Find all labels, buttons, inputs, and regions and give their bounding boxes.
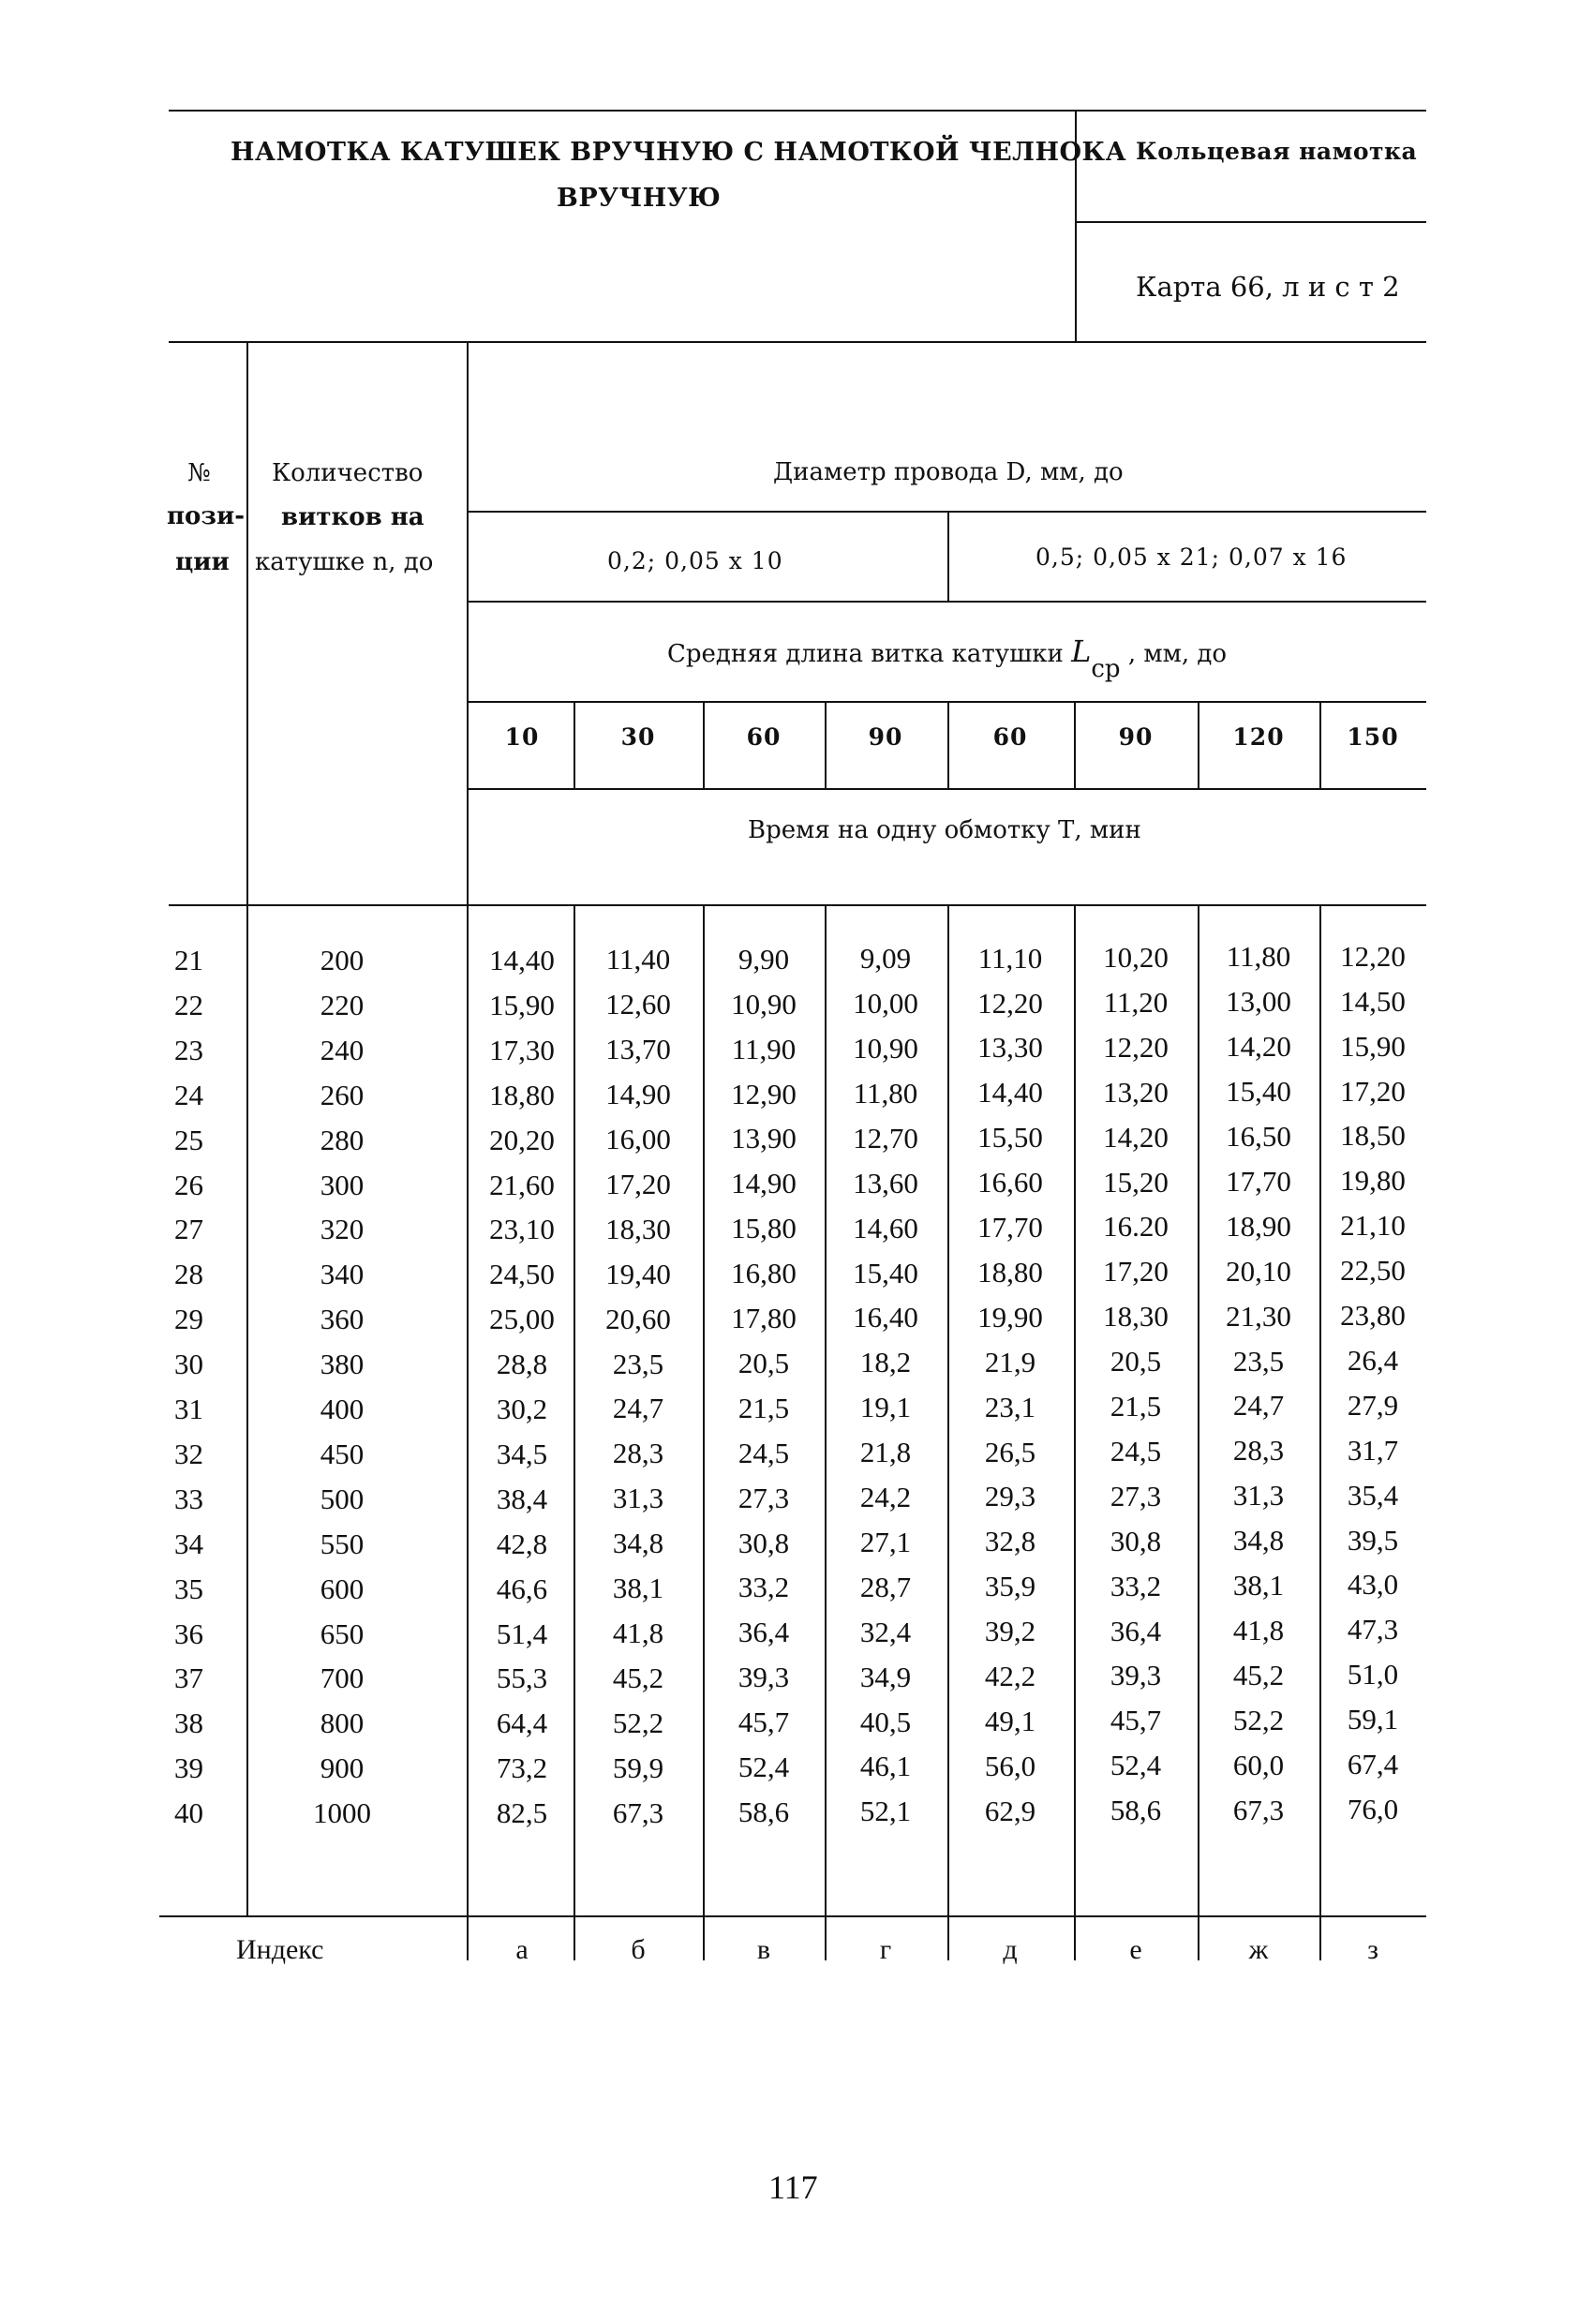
time-cell: 17,30 [489,1033,555,1066]
row-turns: 300 [320,1168,365,1201]
time-cell: 39,3 [1110,1659,1162,1692]
row-turns: 650 [320,1616,365,1650]
time-cell: 12,20 [1340,939,1406,973]
section-label: Кольцевая намотка [1136,138,1418,165]
time-cell: 45,2 [1232,1658,1285,1691]
col-turns-header-3: катушке n, до [255,548,434,576]
row-turns: 700 [320,1661,365,1695]
time-cell: 20,60 [605,1302,671,1335]
time-cell: 36,4 [737,1616,790,1649]
time-cell: 28,8 [496,1348,548,1381]
length-header-suffix: , мм, до [1120,640,1228,668]
header-end-rule [169,904,1426,906]
time-cell: 38,4 [496,1482,548,1515]
time-cell: 22,50 [1340,1254,1406,1288]
time-cell: 39,3 [737,1661,790,1694]
time-cell: 40,5 [859,1705,912,1738]
length-value: 90 [868,723,903,751]
time-cell: 35,9 [984,1570,1036,1603]
row-turns: 340 [320,1258,365,1291]
row-turns: 1000 [313,1796,371,1830]
time-header: Время на одну обмотку Т, мин [748,816,1141,844]
time-cell: 59,9 [612,1750,664,1784]
time-cell: 34,8 [612,1527,664,1560]
row-position: 39 [174,1751,203,1785]
row-turns: 550 [320,1527,365,1560]
time-cell: 24,5 [1110,1434,1162,1467]
length-symbol: L [1071,633,1092,669]
header-bottom-rule [169,341,1426,343]
time-cell: 13,20 [1103,1075,1169,1109]
index-tick [947,1917,949,1960]
time-cell: 16,40 [853,1301,918,1334]
time-cell: 15,90 [489,988,555,1021]
time-cell: 59,1 [1347,1703,1399,1736]
row-turns: 320 [320,1213,365,1246]
time-cell: 30,8 [737,1526,790,1559]
col-turns-header-2: витков на [281,503,425,531]
time-cell: 38,1 [1232,1569,1285,1601]
time-cell: 34,8 [1232,1524,1285,1557]
time-cell: 17,20 [605,1167,671,1200]
time-cell: 34,9 [859,1660,912,1693]
time-cell: 51,0 [1347,1658,1399,1691]
card-label: Карта 66, л и с т 2 [1136,271,1400,303]
time-cell: 45,7 [1110,1704,1162,1737]
time-cell: 9,09 [859,942,912,976]
time-cell: 52,2 [1232,1703,1285,1736]
col-pos-header-2: пози- [167,502,246,530]
length-value: 10 [504,723,540,751]
col-divider [703,906,705,1916]
time-cell: 14,20 [1103,1120,1169,1154]
time-cell: 16.20 [1103,1210,1169,1244]
col-divider [825,906,827,1916]
time-cell: 18,30 [1103,1300,1169,1333]
time-cell: 26,4 [1347,1343,1399,1377]
time-cell: 67,4 [1347,1748,1399,1780]
time-cell: 24,7 [1232,1389,1285,1423]
time-cell: 14,90 [605,1078,671,1111]
row-turns: 360 [320,1303,365,1336]
time-cell: 47,3 [1347,1613,1399,1646]
row-position: 24 [174,1078,203,1111]
time-cell: 23,5 [612,1347,664,1380]
time-cell: 16,60 [977,1166,1043,1199]
index-tick [703,1917,705,1960]
row-position: 29 [174,1303,203,1336]
time-cell: 32,4 [859,1615,912,1648]
time-cell: 67,3 [1232,1793,1285,1826]
time-cell: 14,40 [489,944,555,976]
time-cell: 18,2 [859,1346,912,1379]
time-cell: 39,5 [1347,1523,1399,1557]
time-cell: 52,2 [612,1706,664,1739]
len-divider [947,703,949,789]
time-cell: 36,4 [1110,1614,1162,1647]
time-cell: 56,0 [984,1749,1036,1782]
row-position: 35 [174,1572,203,1605]
length-value: 120 [1232,723,1285,751]
time-cell: 19,1 [859,1391,912,1424]
time-cell: 82,5 [496,1796,548,1830]
index-letter: з [1367,1934,1378,1965]
time-cell: 33,2 [737,1571,790,1604]
time-cell: 52,4 [1110,1749,1162,1782]
time-cell: 12,20 [1103,1030,1169,1064]
row-turns: 400 [320,1393,365,1425]
time-cell: 76,0 [1347,1792,1399,1825]
diameter-group-2: 0,5; 0,05 х 21; 0,07 х 16 [1035,544,1348,571]
time-cell: 42,2 [984,1660,1036,1692]
time-cell: 24,2 [859,1481,912,1513]
time-cell: 10,00 [853,987,918,1020]
col-divider [1198,906,1199,1916]
index-tick [574,1917,575,1960]
row-position: 33 [174,1482,203,1515]
row-position: 34 [174,1527,203,1560]
time-cell: 38,1 [612,1572,664,1604]
time-cell: 15,40 [853,1256,918,1289]
len-divider [1319,703,1321,789]
row-turns: 600 [320,1572,365,1605]
time-cell: 18,90 [1226,1209,1291,1243]
time-cell: 20,5 [1110,1345,1162,1378]
row-turns: 450 [320,1437,365,1470]
length-value: 60 [746,723,782,751]
time-cell: 52,1 [859,1795,912,1828]
time-cell: 67,3 [612,1795,664,1829]
row-turns: 220 [320,988,365,1021]
row-position: 40 [174,1796,203,1830]
time-cell: 31,3 [1232,1479,1285,1512]
time-cell: 58,6 [737,1795,790,1828]
page-number: 117 [768,2168,818,2206]
table-bottom-rule [159,1915,1426,1917]
time-cell: 62,9 [984,1794,1036,1827]
table-vline-2 [467,343,469,1917]
time-cell: 10,90 [731,987,797,1020]
row-position: 25 [174,1123,203,1156]
time-cell: 46,1 [859,1750,912,1783]
time-cell: 24,5 [737,1436,790,1469]
time-cell: 21,8 [859,1436,912,1469]
time-cell: 19,40 [605,1257,671,1290]
time-cell: 19,90 [977,1300,1043,1333]
time-cell: 18,80 [489,1078,555,1111]
length-value: 60 [992,723,1028,751]
time-cell: 11,90 [731,1032,797,1065]
time-cell: 27,3 [737,1481,790,1514]
header-top-rule [169,110,1426,112]
time-cell: 16,00 [605,1123,671,1155]
time-cell: 17,70 [977,1211,1043,1244]
time-cell: 55,3 [496,1661,548,1695]
time-cell: 12,70 [853,1121,918,1155]
time-cell: 15,50 [977,1121,1043,1155]
row-position: 22 [174,988,203,1021]
time-cell: 11,20 [1103,985,1169,1019]
table-vline-1 [246,343,248,1917]
time-cell: 52,4 [737,1750,790,1783]
time-cell: 27,3 [1110,1479,1162,1512]
index-letter: в [756,1934,771,1965]
index-letter: е [1129,1934,1142,1965]
time-cell: 11,40 [605,943,671,976]
length-value: 150 [1347,723,1399,751]
col-turns-header-1: Количество [272,459,424,487]
time-cell: 28,3 [1232,1434,1285,1467]
time-cell: 21,30 [1226,1299,1291,1333]
index-tick [825,1917,827,1960]
time-cell: 25,00 [489,1303,555,1336]
time-cell: 23,5 [1232,1344,1285,1378]
length-value: 30 [620,723,656,751]
col-divider [947,906,949,1916]
time-cell: 15,80 [731,1212,797,1245]
time-cell: 31,7 [1347,1433,1399,1467]
row-turns: 260 [320,1078,365,1111]
time-cell: 17,70 [1226,1164,1291,1198]
time-cell: 20,5 [737,1346,790,1379]
col-divider [1074,906,1076,1916]
time-cell: 31,3 [612,1482,664,1515]
row-turns: 200 [320,944,365,976]
group-rule [469,601,1426,603]
row-turns: 900 [320,1751,365,1785]
time-cell: 10,90 [853,1032,918,1065]
time-cell: 28,7 [859,1570,912,1603]
index-label: Индекс [236,1934,324,1965]
len-divider [1074,703,1076,789]
index-letter: г [879,1934,892,1965]
time-cell: 15,20 [1103,1165,1169,1199]
time-cell: 64,4 [496,1706,548,1740]
doc-title-line1: НАМОТКА КАТУШЕК ВРУЧНУЮ С НАМОТКОЙ ЧЕЛНОКА [231,138,1127,167]
time-cell: 27,1 [859,1525,912,1558]
time-cell: 13,00 [1226,985,1291,1019]
time-cell: 34,5 [496,1437,548,1470]
time-cell: 23,80 [1340,1299,1406,1332]
time-cell: 51,4 [496,1616,548,1650]
col-pos-header-3: ции [175,548,230,576]
time-cell: 13,70 [605,1033,671,1066]
time-cell: 14,60 [853,1211,918,1244]
time-cell: 60,0 [1232,1748,1285,1781]
index-letter: а [515,1934,529,1965]
time-cell: 30,8 [1110,1524,1162,1557]
row-turns: 280 [320,1123,365,1156]
time-cell: 35,4 [1347,1478,1399,1512]
time-cell: 12,90 [731,1077,797,1110]
time-cell: 24,7 [612,1392,664,1425]
time-cell: 32,8 [984,1525,1036,1558]
col-divider [574,906,575,1916]
time-cell: 9,90 [737,942,790,976]
index-tick [1319,1917,1321,1960]
index-tick [467,1917,469,1960]
row-position: 30 [174,1348,203,1381]
time-cell: 17,20 [1340,1074,1406,1108]
diameter-header: Диаметр провода D, мм, до [773,458,1124,486]
row-turns: 800 [320,1706,365,1740]
row-position: 36 [174,1616,203,1650]
len-divider [1198,703,1199,789]
time-cell: 10,20 [1103,941,1169,974]
len-divider [703,703,705,789]
time-cell: 23,1 [984,1390,1036,1423]
row-position: 23 [174,1033,203,1066]
header-section-rule [1077,221,1426,223]
time-cell: 49,1 [984,1704,1036,1737]
time-cell: 21,5 [737,1391,790,1424]
time-cell: 15,40 [1226,1075,1291,1109]
time-cell: 73,2 [496,1751,548,1785]
time-cell: 21,10 [1340,1209,1406,1243]
time-cell: 19,80 [1340,1164,1406,1198]
time-cell: 18,30 [605,1212,671,1245]
time-cell: 21,5 [1110,1390,1162,1423]
length-header-prefix: Средняя длина витка катушки [667,640,1072,668]
row-position: 21 [174,944,203,976]
time-cell: 14,40 [977,1076,1043,1110]
time-cell: 33,2 [1110,1569,1162,1602]
time-cell: 12,60 [605,988,671,1021]
row-position: 31 [174,1393,203,1425]
time-cell: 29,3 [984,1480,1036,1513]
index-letter: д [1003,1934,1018,1965]
time-cell: 26,5 [984,1435,1036,1468]
row-turns: 380 [320,1348,365,1381]
time-cell: 18,50 [1340,1119,1406,1153]
time-cell: 11,80 [1226,940,1291,974]
len-divider [574,703,575,789]
row-position: 32 [174,1437,203,1470]
time-cell: 13,90 [731,1122,797,1155]
row-turns: 240 [320,1033,365,1066]
index-tick [1198,1917,1199,1960]
index-letter: ж [1248,1934,1269,1965]
time-cell: 46,6 [496,1572,548,1605]
time-cell: 28,3 [612,1437,664,1470]
time-cell: 41,8 [1232,1613,1285,1646]
time-cell: 21,60 [489,1168,555,1201]
time-cell: 11,80 [853,1076,918,1110]
time-cell: 42,8 [496,1527,548,1560]
length-header [667,633,1228,683]
time-cell: 18,80 [977,1255,1043,1289]
row-position: 38 [174,1706,203,1740]
time-cell: 21,9 [984,1345,1036,1378]
time-cell: 30,2 [496,1393,548,1425]
time-cell: 13,30 [977,1031,1043,1065]
time-cell: 12,20 [977,986,1043,1020]
time-cell: 58,6 [1110,1794,1162,1827]
time-cell: 39,2 [984,1615,1036,1648]
time-cell: 20,10 [1226,1254,1291,1288]
time-cell: 11,10 [977,941,1043,975]
col-pos-header-1: № [187,459,211,487]
time-cell: 20,20 [489,1123,555,1156]
time-cell: 16,80 [731,1257,797,1290]
time-cell: 14,50 [1340,984,1406,1018]
time-cell: 23,10 [489,1213,555,1246]
time-cell: 24,50 [489,1258,555,1291]
row-turns: 500 [320,1482,365,1515]
row-position: 26 [174,1168,203,1201]
row-position: 37 [174,1661,203,1695]
length-subscript: ср [1091,655,1121,683]
time-cell: 14,20 [1226,1030,1291,1064]
row-position: 27 [174,1213,203,1246]
diameter-divider [947,511,949,602]
diameter-group-1: 0,2; 0,05 х 10 [607,547,783,574]
row-position: 28 [174,1258,203,1291]
time-cell: 17,80 [731,1302,797,1334]
time-cell: 14,90 [731,1167,797,1200]
index-letter: б [631,1934,646,1965]
time-cell: 17,20 [1103,1255,1169,1289]
time-cell: 16,50 [1226,1120,1291,1153]
time-cell: 41,8 [612,1616,664,1649]
index-tick [1074,1917,1076,1960]
time-cell: 43,0 [1347,1568,1399,1601]
len-divider [825,703,827,789]
time-cell: 15,90 [1340,1029,1406,1063]
time-cell: 45,2 [612,1661,664,1694]
time-cell: 45,7 [737,1706,790,1739]
doc-title-line2: ВРУЧНУЮ [557,184,722,213]
time-cell: 13,60 [853,1166,918,1199]
length-value: 90 [1118,723,1154,751]
time-cell: 27,9 [1347,1388,1399,1422]
